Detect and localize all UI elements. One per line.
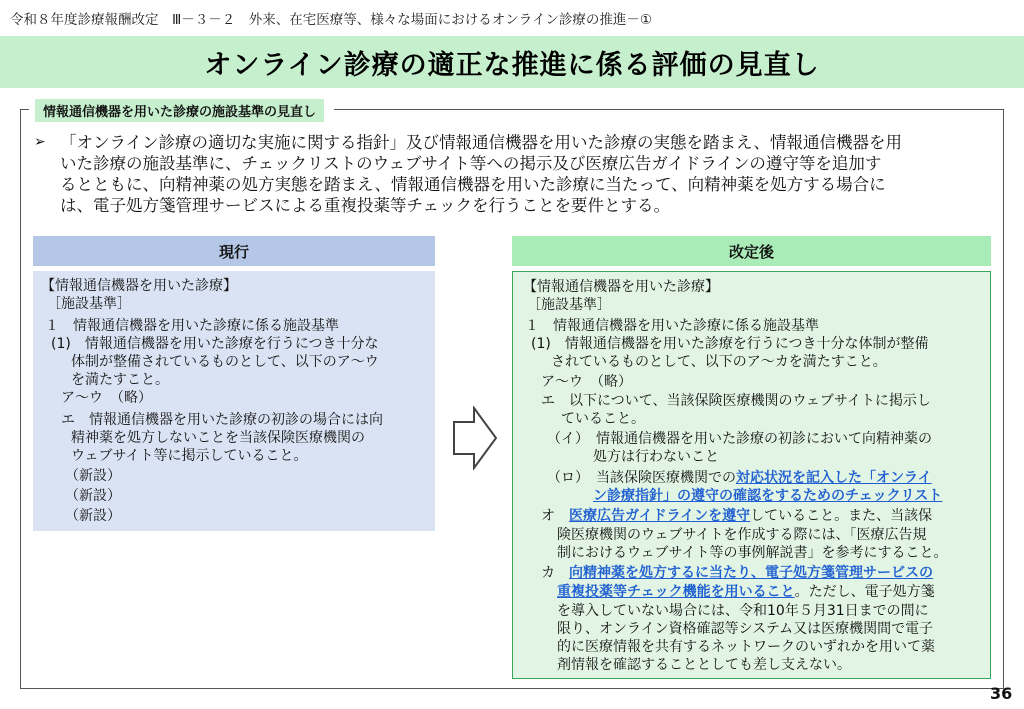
section-tab [29,98,334,122]
revised-line: エ 以下について、当該保険医療機関のウェブサイトに掲示し [541,393,931,409]
current-line: (1) 情報通信機器を用いた診療を行うにつき十分な [51,336,379,352]
current-line: （新設） [65,468,121,484]
current-line: ウェブサイト等に掲示していること。 [71,448,308,464]
revised-line: （イ） 情報通信機器を用いた診療の初診において向精神薬の [547,431,932,447]
highlighted-text: 重複投薬等チェック機能を用いること [557,584,795,600]
current-line: ［施設基準］ [47,296,131,312]
current-line: 精神薬を処方しないことを当該保険医療機関の [71,430,365,446]
revised-line: 限り、オンライン資格確認等システム又は医療機関間で電子 [557,621,934,637]
summary-line: 「オンライン診療の適切な実施に関する指針」及び情報通信機器を用いた診療の実態を踏まえ、情報通信機器を用 [60,133,902,152]
revised-line [593,487,942,505]
current-text-box [33,271,435,531]
bullet-arrow-icon: ➢ [34,134,46,150]
current-heading: 現行 [33,236,435,266]
revised-line [541,507,932,525]
title-banner [0,36,1024,88]
current-line: 体制が整備されているものとして、以下のア～ウ [71,354,379,370]
summary-line: るとともに、向精神薬の処方実態を踏まえ、情報通信機器を用いた診療に当たって、向精神薬を処方する場合に [60,175,886,194]
section-tab-label: 情報通信機器を用いた診療の施設基準の見直し [35,99,324,122]
summary-line: いた診療の施設基準に、チェックリストのウェブサイト等への掲示及び医療広告ガイドラインの遵守等を追加す [60,154,882,173]
summary-line: は、電子処方箋管理サービスによる重複投薬等チェックを行うことを要件とする。 [60,196,671,215]
revised-line: 的に医療情報を共有するネットワークのいずれかを用いて薬 [557,639,935,655]
current-line: （新設） [65,508,121,524]
current-line: （新設） [65,488,121,504]
current-line: 【情報通信機器を用いた診療】 [41,278,237,294]
current-line: エ 情報通信機器を用いた診療の初診の場合には向 [61,412,383,428]
current-line: １ 情報通信機器を用いた診療に係る施設基準 [45,318,339,334]
revised-line: ア～ウ （略） [541,374,632,390]
current-line: ア～ウ （略） [61,390,152,406]
revised-line [547,469,932,487]
revised-line [557,583,935,601]
revised-line: １ 情報通信機器を用いた診療に係る施設基準 [525,318,819,334]
revised-line: 険医療機関のウェブサイトを作成する際には、「医療広告規 [557,527,927,543]
revised-text: オ [541,508,569,524]
revised-line: 制におけるウェブサイト等の事例解説書」を参考にすること。 [557,545,948,561]
header-breadcrumb: 令和８年度診療報酬改定 Ⅲ－３－２ 外来、在宅医療等、様々な場面におけるオンライン診療の推進－① [10,12,653,28]
highlighted-text: 対応状況を記入した「オンライ [736,470,932,486]
highlighted-text: 向精神薬を処方するに当たり、電子処方箋管理サービスの [569,565,933,581]
highlighted-text: ン診療指針」の遵守の確認をするためのチェックリスト [593,488,943,504]
page-number: 36 [990,684,1013,703]
revised-line: されているものとして、以下のア～カを満たすこと。 [551,354,887,370]
current-line: を満たすこと。 [71,372,169,388]
revised-line: 処方は行わないこと [593,449,719,465]
revised-line: ［施設基準］ [527,297,611,313]
revised-text: していること。また、当該保 [750,508,933,524]
revised-line [541,564,933,582]
revised-line: 剤情報を確認することとしても差し支えない。 [557,657,851,673]
right-arrow-icon [452,406,498,470]
revised-text: 。ただし、電子処方箋 [794,584,935,600]
revised-text-box [512,271,991,679]
revised-line: 【情報通信機器を用いた診療】 [523,279,719,295]
summary-paragraph [34,132,994,216]
revised-text: （ロ） 当該保険医療機関での [547,470,736,486]
revised-heading: 改定後 [512,236,991,266]
revised-line: ていること。 [561,411,645,427]
revised-line: を導入していない場合には、令和10年５月31日までの間に [557,603,929,619]
revised-line: (1) 情報通信機器を用いた診療を行うにつき十分な体制が整備 [531,336,929,352]
page-title: オンライン診療の適正な推進に係る評価の見直し [204,49,820,81]
highlighted-text: 医療広告ガイドラインを遵守 [569,508,751,524]
revised-text: カ [541,565,569,581]
